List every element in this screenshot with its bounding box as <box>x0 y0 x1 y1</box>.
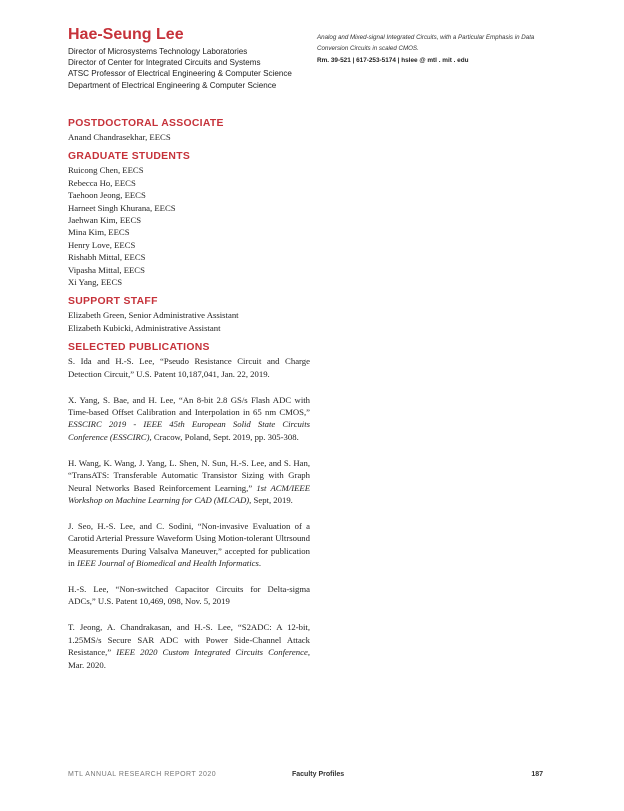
publication-venue: IEEE 2020 Custom Integrated Circuits Conference <box>116 647 308 658</box>
main-column <box>68 118 310 684</box>
list-item: Elizabeth Green, Senior Administrative Assistant <box>68 310 239 321</box>
report-title: MTL ANNUAL RESEARCH REPORT 2020 <box>68 771 217 778</box>
publication-entry <box>68 394 310 444</box>
publication-venue: ESSCIRC 2019 - IEEE 45th European Solid State Circuits Conference (ESSCIRC) <box>68 419 310 442</box>
list-item: Taehoon Jeong, EECS <box>68 190 146 201</box>
list-item: Rebecca Ho, EECS <box>68 177 136 188</box>
list-item: Rishabh Mittal, EECS <box>68 252 146 263</box>
postdoc-section <box>68 118 310 143</box>
page-footer <box>68 771 543 783</box>
publication-text: J. Seo, H.-S. Lee, and C. Sodini, “Non-invasive Evaluation of a Carotid Arterial Pressure Waveform Using Motion-tolerant Ultrsound Measurements During Valsalva Maneuver,” accepted for publication in <box>68 520 310 569</box>
publication-details: , Cracow, Poland, Sept. 2019, pp. 305-308. <box>149 431 299 442</box>
faculty-title: Director of Center for Integrated Circuits and Systems <box>68 58 261 68</box>
research-interest <box>317 33 567 54</box>
contact-info: Rm. 39-521 | 617-253-5174 | hslee @ mtl . mit . edu <box>317 57 469 64</box>
faculty-titles <box>68 46 318 91</box>
list-item: Mina Kim, EECS <box>68 227 130 238</box>
research-interest-line: Conversion Circuits in scaled CMOS. <box>317 44 419 52</box>
research-summary <box>317 33 567 66</box>
list-item: Henry Love, EECS <box>68 239 136 250</box>
research-interest-line: Analog and Mixed-signal Integrated Circuits, with a Particular Emphasis in Data <box>317 34 535 41</box>
publication-text: H. Wang, K. Wang, J. Yang, L. Shen, N. Sun, H.-S. Lee, and S. Han, “TransATS: Transferable Automatic Transistor Sizing with Graph Neural Networks Based Reinforcement Learning,” <box>68 457 310 493</box>
publication-text: H.-S. Lee, “Non-switched Capacitor Circuits for Delta-sigma ADCs,” U.S. Patent 10,469, 098, Nov. 5, 2019 <box>68 583 310 607</box>
section-heading: SELECTED PUBLICATIONS <box>68 342 210 354</box>
publication-venue: 1st ACM/IEEE Workshop on Machine Learning for CAD (MLCAD) <box>68 482 311 505</box>
publication-venue: IEEE Journal of Biomedical and Health Informatics <box>76 558 259 569</box>
faculty-title: Department of Electrical Engineering & Computer Science <box>68 80 277 90</box>
section-heading: SUPPORT STAFF <box>68 296 158 308</box>
publication-details: . <box>258 558 262 569</box>
faculty-title: Director of Microsystems Technology Laboratories <box>68 47 248 56</box>
page-number: 187 <box>531 771 543 778</box>
support-staff-section <box>68 296 310 334</box>
publication-details: , Mar. 2020. <box>68 647 310 670</box>
publication-entry <box>68 457 310 507</box>
publication-entry <box>68 621 310 671</box>
list-item: Jaehwan Kim, EECS <box>68 215 142 226</box>
publications-section <box>68 342 310 671</box>
publication-text: S. Ida and H.-S. Lee, “Pseudo Resistance Circuit and Charge Detection Circuit,” U.S. Patent 10,187,041, Jan. 22, 2019. <box>68 356 310 379</box>
list-item: Ruicong Chen, EECS <box>68 165 144 176</box>
faculty-name: Hae-Seung Lee <box>68 26 184 43</box>
publication-entry <box>68 583 310 608</box>
publication-text: T. Jeong, A. Chandrakasan, and H.-S. Lee, “S2ADC: A 12-bit, 1.25MS/s Secure SAR ADC with Power Side-Channel Attack Resistance,” <box>68 622 310 658</box>
publication-text: X. Yang, S. Bae, and H. Lee, “An 8-bit 2.8 GS/s Flash ADC with Time-based Offset Calibration and Interpolation in 65 nm CMOS,” <box>68 394 310 417</box>
faculty-title: ATSC Professor of Electrical Engineering & Computer Science <box>68 69 292 79</box>
publication-details: , Sept, 2019. <box>249 494 293 505</box>
list-item: Anand Chandrasekhar, EECS <box>68 132 171 142</box>
section-heading: GRADUATE STUDENTS <box>68 151 191 163</box>
list-item: Xi Yang, EECS <box>68 277 123 288</box>
publication-entry <box>68 520 310 570</box>
list-item: Harneet Singh Khurana, EECS <box>68 202 176 213</box>
list-item: Elizabeth Kubicki, Administrative Assistant <box>68 322 221 333</box>
grad-students-section <box>68 151 310 288</box>
section-heading: POSTDOCTORAL ASSOCIATE <box>68 118 224 129</box>
section-label: Faculty Profiles <box>292 771 345 778</box>
publication-entry <box>68 355 310 380</box>
faculty-header <box>68 26 318 91</box>
list-item: Vipasha Mittal, EECS <box>68 264 145 275</box>
